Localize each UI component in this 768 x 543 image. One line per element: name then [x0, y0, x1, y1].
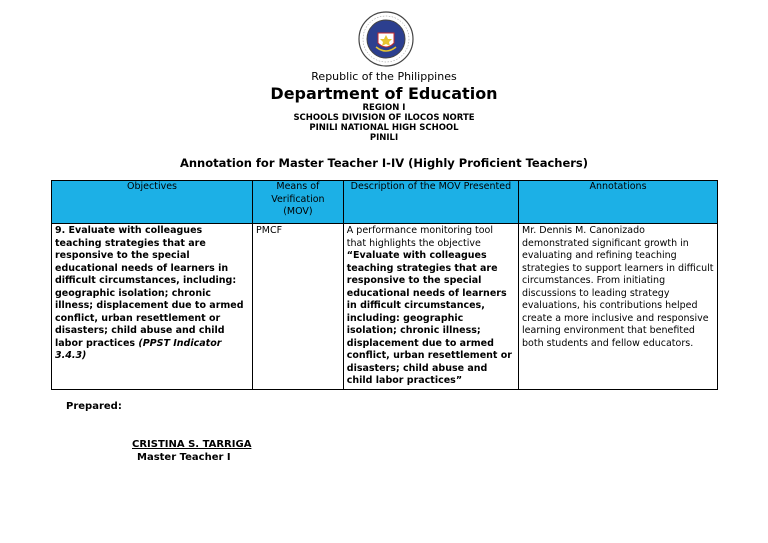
region-text: REGION I	[362, 103, 406, 113]
prepared-label: Prepared:	[66, 401, 122, 412]
annotation-table	[51, 180, 718, 390]
column-header-objectives: Objectives	[52, 181, 253, 224]
division-text: SCHOOLS DIVISION OF ILOCOS NORTE	[293, 113, 475, 123]
description-cell	[343, 224, 518, 390]
table-row	[52, 224, 718, 390]
table-header-row	[52, 181, 718, 224]
description-objective: “Evaluate with colleagues teaching strategies that are responsive to the special educational needs of learners in difficult circumstances, including: geographic isolation; chronic illness; displacement due to armed conflict, urban resettlement or disasters; child abuse and child labor practices”	[346, 250, 512, 386]
means-cell: PMCF	[253, 224, 344, 390]
objective-text: 9. Evaluate with colleagues teaching strategies that are responsive to the special educational needs of learners in difficult circumstances, including: geographic isolation; chronic illness; displacement due to armed conflict, urban resettlement or disasters; child abuse and child labor practices	[55, 225, 244, 349]
deped-seal-icon	[358, 11, 414, 67]
signer-name: CRISTINA S. TARRIGA	[132, 439, 252, 450]
column-header-annotations: Annotations	[519, 181, 718, 224]
annotation-cell: Mr. Dennis M. Canonizado demonstrated significant growth in evaluating and refining teaching strategies to support learners in difficult circumstances. From initiating discussions to leading strategy evaluations, his contributions helped create a more inclusive and responsive learning environment that benefited both students and fellow educators.	[519, 224, 718, 390]
column-header-description: Description of the MOV Presented	[343, 181, 518, 224]
town-text: PINILI	[369, 133, 399, 143]
objective-cell	[52, 224, 253, 390]
signer-position: Master Teacher I	[137, 452, 231, 463]
department-title: Department of Education	[270, 84, 498, 103]
ppst-indicator: (PPST Indicator 3.4.3)	[55, 337, 222, 361]
column-header-mov: Means of Verification (MOV)	[253, 181, 344, 224]
document-title: Annotation for Master Teacher I-IV (Highly Proficient Teachers)	[179, 156, 589, 170]
school-text: PINILI NATIONAL HIGH SCHOOL	[309, 123, 459, 133]
republic-text: Republic of the Philippines	[311, 70, 457, 83]
description-intro: A performance monitoring tool that highlights the objective	[346, 225, 494, 249]
